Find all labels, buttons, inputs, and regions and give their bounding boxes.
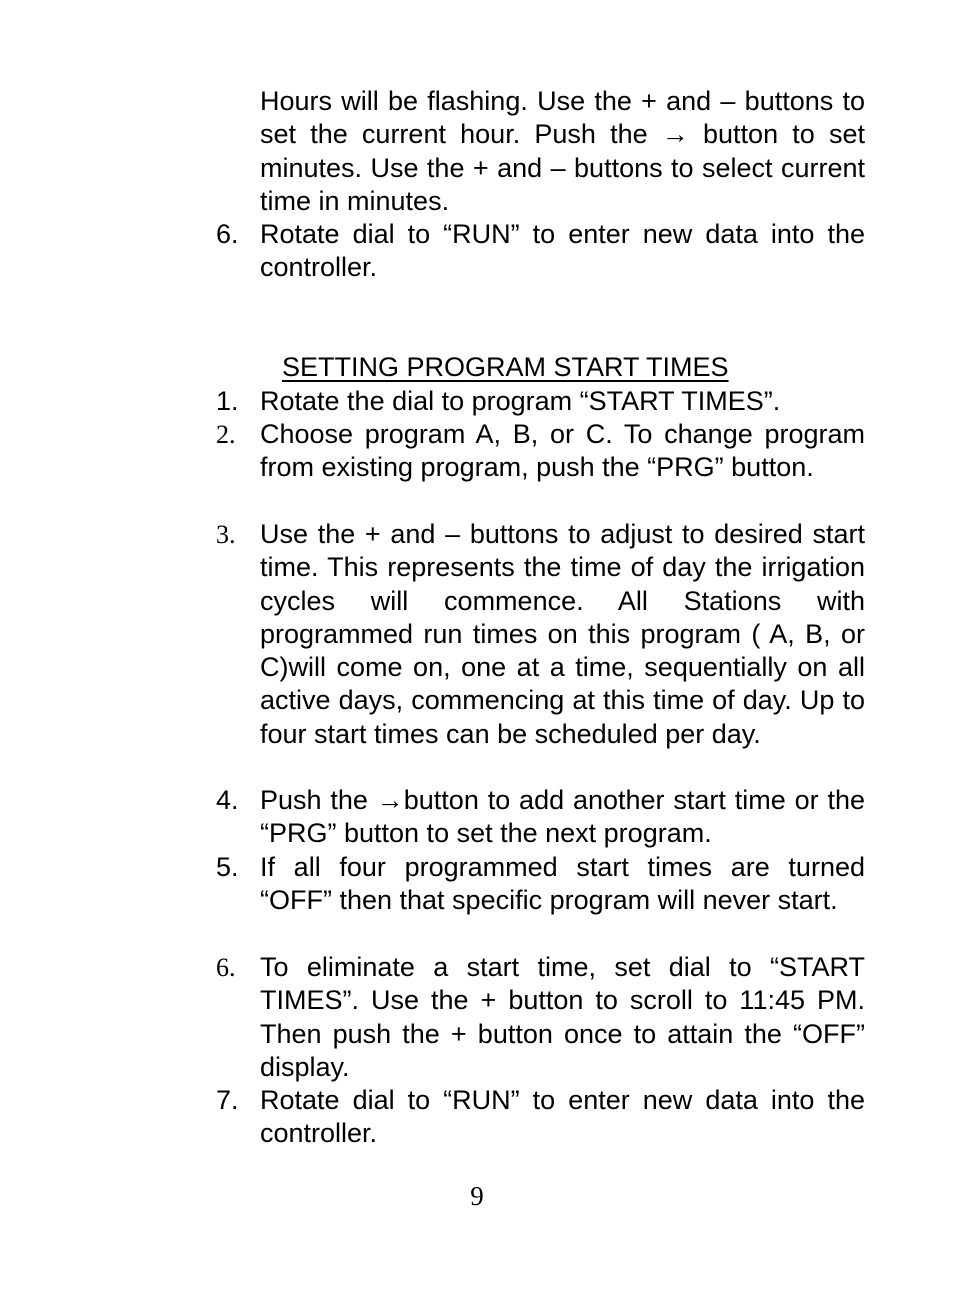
list-item-text: Push the →button to add another start time or the “PRG” button to set the next program.	[260, 785, 865, 849]
list-item-number: 6.	[216, 953, 236, 982]
list-item-number: 4.	[216, 785, 239, 815]
section-heading: SETTING PROGRAM START TIMES	[282, 352, 729, 382]
list-item-text: If all four programmed start times are turned “OFF” then that specific program will never start.	[260, 852, 865, 916]
list-item-text: Rotate dial to “RUN” to enter new data into the controller.	[260, 1085, 865, 1149]
list-item-number: 7.	[216, 1085, 239, 1115]
list-item-text: Choose program A, B, or C. To change program from existing program, push the “PRG” button.	[260, 419, 865, 483]
list-item-text: Rotate the dial to program “START TIMES”.	[260, 386, 781, 416]
intro-paragraph: Hours will be flashing. Use the + and – buttons to set the current hour. Push the → button to set minutes. Use the + and – buttons to select current time in minutes.	[260, 86, 865, 216]
list-item-text: Rotate dial to “RUN” to enter new data into the controller.	[260, 219, 865, 283]
list-item-number: 3.	[216, 520, 236, 549]
list-item-number: 2.	[216, 420, 236, 449]
list-item-number: 1.	[216, 386, 239, 416]
list-item-text: Use the + and – buttons to adjust to desired start time. This represents the time of day the irrigation cycles will commence. All Stations with programmed run times on this program ( A, B, or C)will come on, one at a time, sequentially on all active days, commencing at this time of day. Up to four start times can be scheduled per day.	[260, 519, 865, 749]
page-number: 9	[470, 1181, 484, 1211]
list-item-number: 6.	[216, 219, 239, 249]
list-item-number: 5.	[216, 852, 239, 882]
list-item-text: To eliminate a start time, set dial to “START TIMES”. Use the + button to scroll to 11:45 PM. Then push the + button once to attain the “OFF” display.	[260, 952, 865, 1082]
